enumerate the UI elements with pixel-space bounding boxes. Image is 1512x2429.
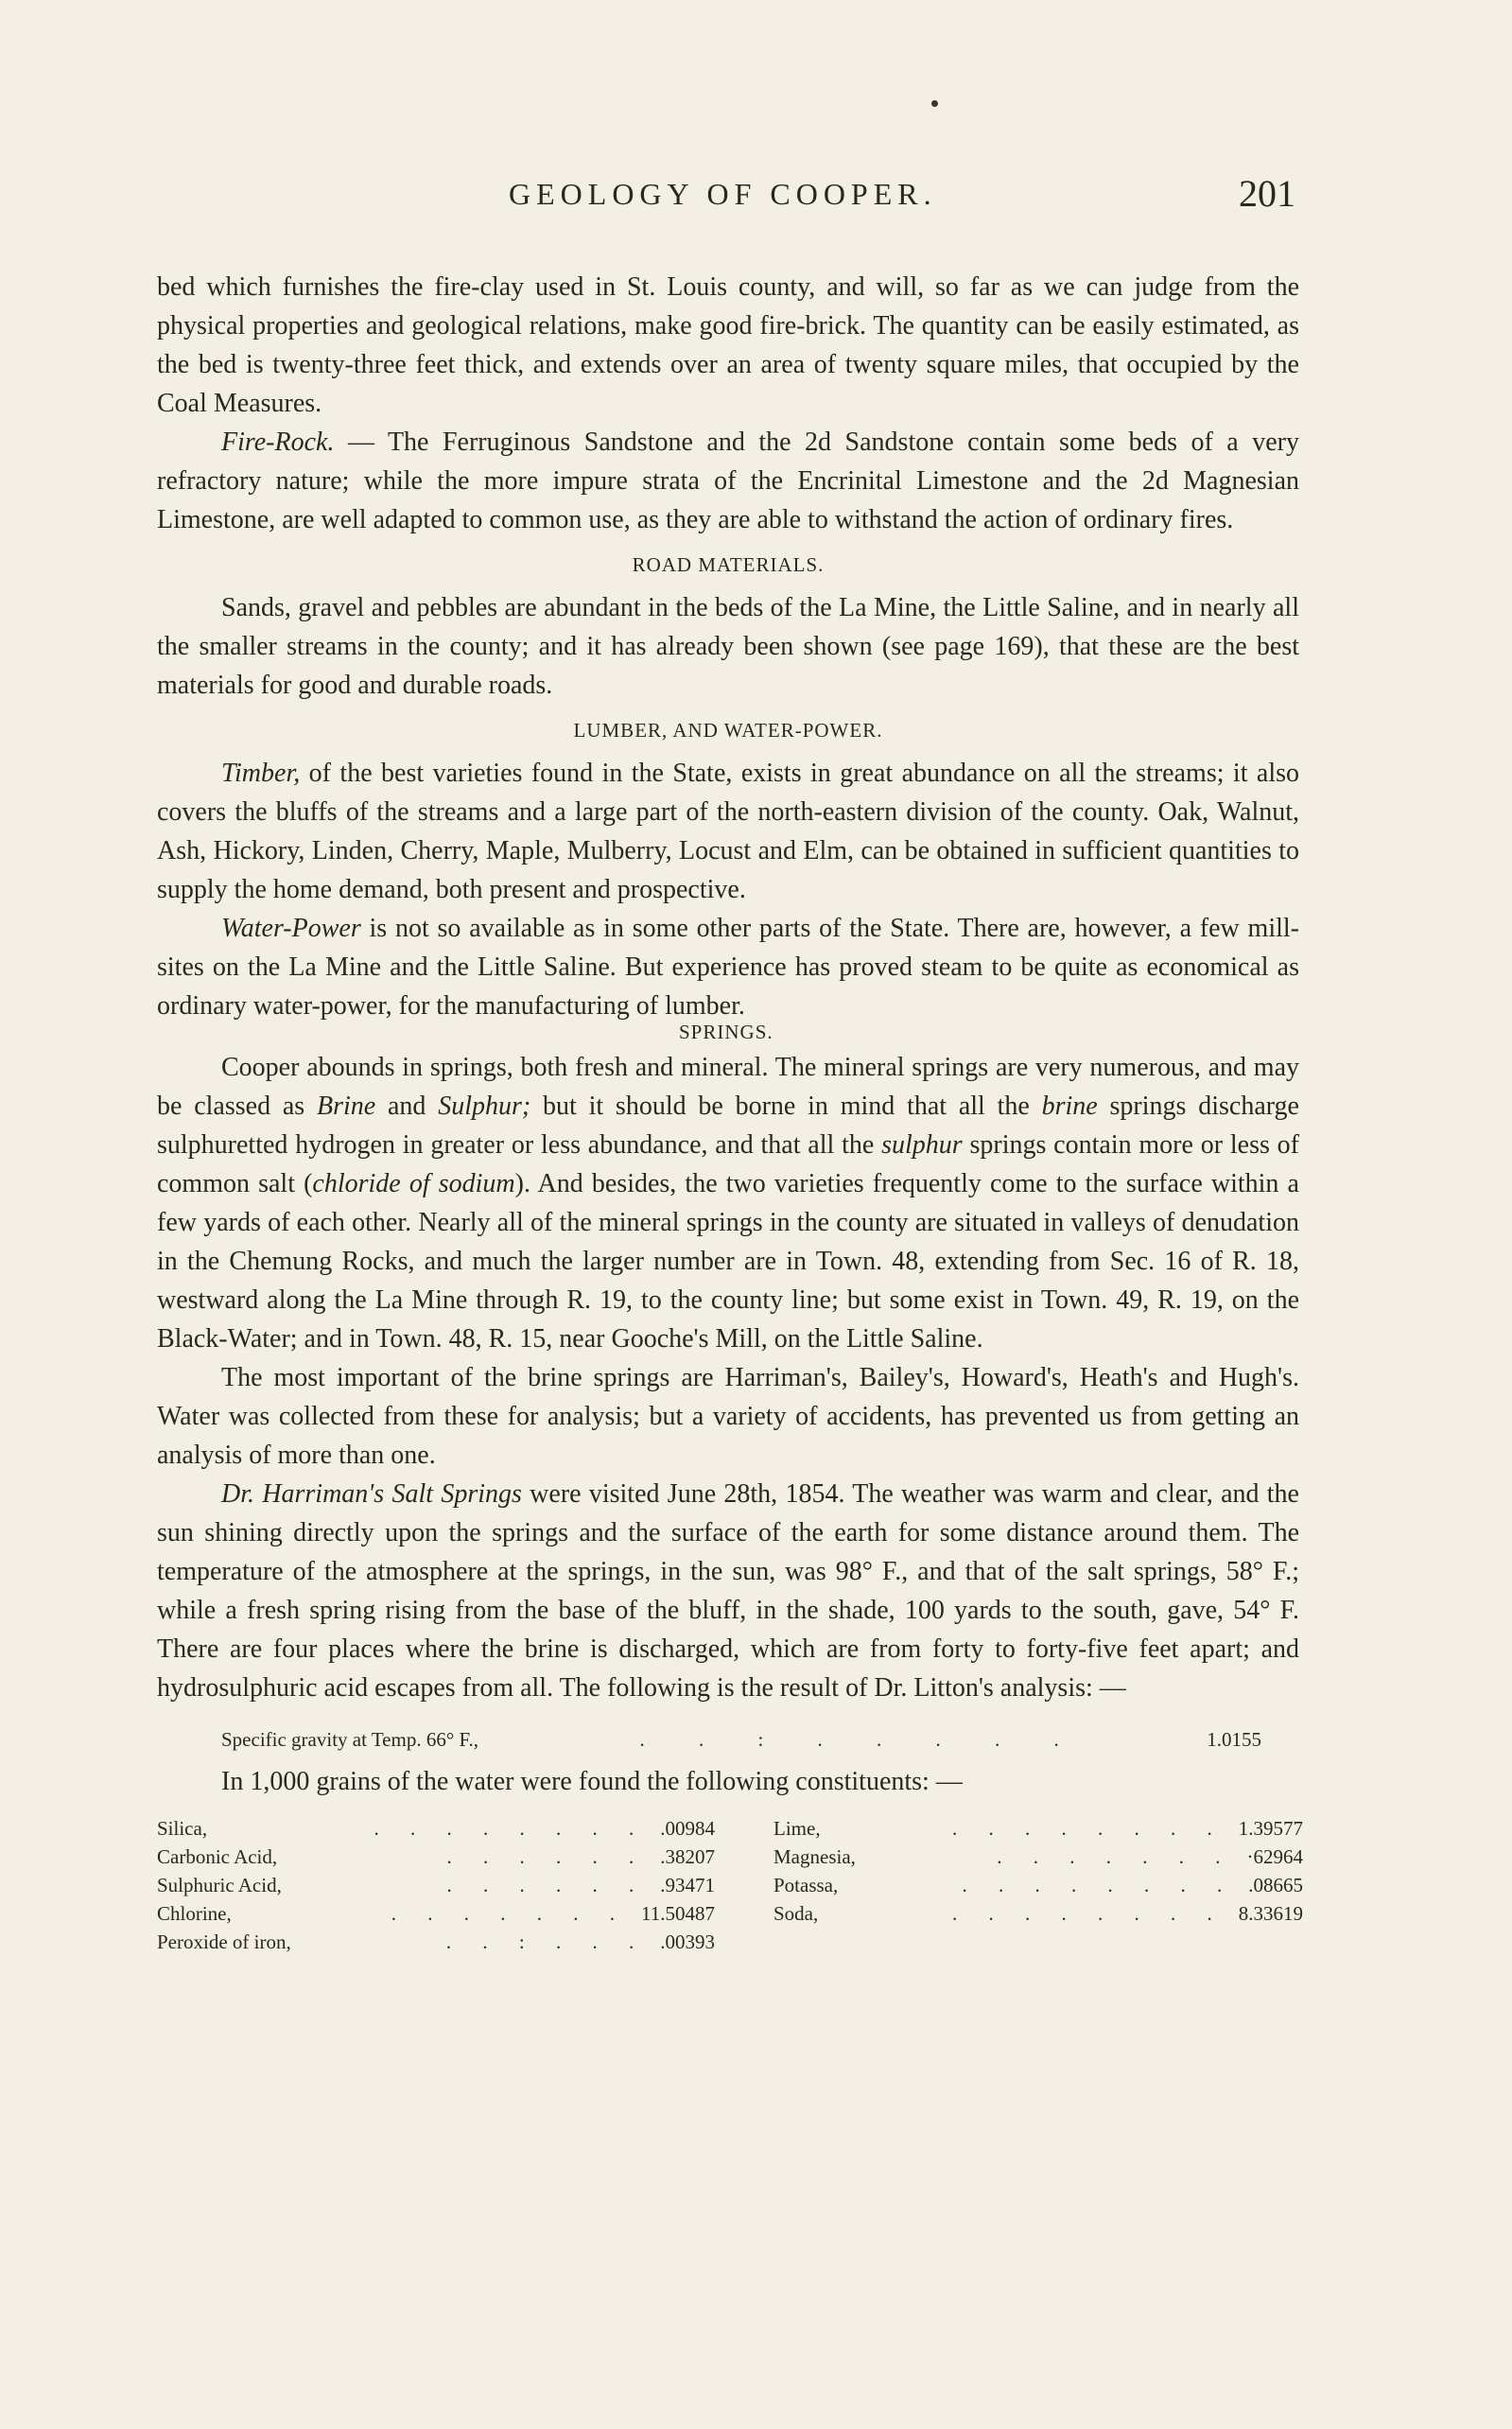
harriman-text: were visited June 28th, 1854. The weather was warm and clear, and the sun shining directly upon the springs and the surface of the earth for some distance around them. The temperature of the atmosphere at the springs, in the sun, was 98° F., and that of the salt springs, 58° F.; while a fresh spring rising from the base of the bluff, in the shade, 100 yards to the south, gave, 54° F. There are four places where the brine is discharged, which are from forty to forty-five feet apart; and hydrosulphuric acid escapes from all. The following is the result of Dr. Litton's analysis: — — [157, 1479, 1299, 1703]
specific-gravity-label: Specific gravity at Temp. 66° F., — [221, 1728, 478, 1751]
constituent-row — [157, 1928, 715, 1956]
leader-dots: . . . . . . — [446, 1874, 648, 1896]
constituent-value: 11.50487 — [641, 1902, 715, 1925]
leader-dots: . . . . . . . . — [962, 1874, 1236, 1896]
paragraph-road-materials: Sands, gravel and pebbles are abundant in the beds of the La Mine, the Little Saline, and in nearly all the smaller streams in the county; and it has already been shown (see page 169), that these are the best materials for good and durable roads. — [157, 593, 1299, 700]
constituent-row — [773, 1871, 1303, 1899]
fire-rock-term: Fire-Rock. — [221, 428, 335, 457]
springs-text-f: ). And besides, the two varieties frequently come to the surface within a few yards of each other. Nearly all of the mineral springs in the county are situated in valleys of denudation in the Chemung Rocks, and much the larger number are in Town. 48, extending from Sec. 16 of R. 18, westward along the La Mine through R. 19, to the county line; but some exist in Town. 49, R. 19, on the Black-Water; and in Town. 48, R. 15, near Gooche's Mill, on the Little Saline. — [157, 1169, 1299, 1354]
springs-text-a: Cooper abounds in springs, both fresh and mineral. The mineral springs are very numerous, and may be classed as — [157, 1053, 1299, 1121]
leader-dots: . . . . . . . . — [952, 1817, 1225, 1840]
heading-lumber-water-power: LUMBER, AND WATER-POWER. — [573, 719, 883, 742]
constituent-row — [157, 1843, 715, 1871]
constituent-row — [157, 1814, 715, 1843]
paragraph-water-power — [157, 909, 1299, 1025]
constituent-value: .00393 — [660, 1931, 715, 1953]
constituents-left-column — [157, 1814, 715, 1956]
constituent-row — [773, 1814, 1303, 1843]
leader-dots: . . . . . . . . — [374, 1817, 648, 1840]
body-text — [157, 268, 1303, 1956]
springs-brine-term: Brine — [316, 1092, 376, 1121]
specific-gravity-value: 1.0155 — [1207, 1728, 1261, 1751]
constituent-value: .38207 — [660, 1845, 715, 1868]
constituent-name: Magnesia, — [773, 1845, 856, 1868]
water-power-text: is not so available as in some other parts of the State. There are, however, a few mill-sites on the La Mine and the Little Saline. But experience has proved steam to be quite as economical as ordinary water-power, for the manufacturing of lumber. — [157, 914, 1299, 1021]
heading-road-materials: ROAD MATERIALS. — [632, 553, 825, 576]
constituent-value: 8.33619 — [1238, 1902, 1303, 1925]
constituent-row — [773, 1843, 1303, 1871]
page-number: 201 — [1239, 172, 1295, 215]
running-title: GEOLOGY OF COOPER. — [509, 177, 937, 211]
heading-springs: SPRINGS. — [679, 1021, 773, 1043]
leader-dots: . . . . . . . . — [952, 1902, 1225, 1925]
leader-dots: . . : . . . . . — [639, 1728, 1084, 1751]
fire-rock-text: — The Ferruginous Sandstone and the 2d Sandstone contain some beds of a very refractory nature; while the more impure strata of the Encrinital Limestone and the 2d Magnesian Limestone, are well adapted to common use, as they are able to withstand the action of ordinary fires. — [157, 428, 1299, 534]
leader-dots: . . . . . . . — [391, 1902, 629, 1925]
constituent-name: Lime, — [773, 1817, 821, 1840]
leader-dots: . . . . . . — [446, 1845, 648, 1868]
paragraph-timber — [157, 754, 1299, 909]
springs-text-b: and — [375, 1092, 439, 1121]
constituent-value: .08665 — [1248, 1874, 1303, 1896]
constituent-name: Chlorine, — [157, 1902, 232, 1925]
constituent-value: .93471 — [660, 1874, 715, 1896]
constituent-row — [157, 1899, 715, 1928]
paragraph-fire-clay: bed which furnishes the fire-clay used in St. Louis county, and will, so far as we can judge from the physical properties and geological relations, make good fire-brick. The quantity can be easily estimated, as the bed is twenty-three feet thick, and extends over an area of twenty square miles, that occupied by the Coal Measures. — [157, 272, 1299, 418]
constituent-name: Silica, — [157, 1817, 208, 1840]
constituents-right-column — [773, 1814, 1303, 1956]
constituent-name: Soda, — [773, 1902, 819, 1925]
specific-gravity-row — [221, 1722, 1261, 1756]
water-power-term: Water-Power — [221, 914, 361, 943]
constituent-value: 1.39577 — [1238, 1817, 1303, 1840]
leader-dots: . . . . . . . — [997, 1845, 1234, 1868]
springs-sulphur-word: sulphur — [881, 1130, 963, 1160]
paragraph-constituents-intro: In 1,000 grains of the water were found the following constituents: — — [221, 1767, 963, 1796]
constituents-table — [157, 1814, 1303, 1956]
constituent-value: ·62964 — [1246, 1845, 1303, 1868]
paragraph-harriman — [157, 1475, 1299, 1707]
constituent-name: Peroxide of iron, — [157, 1931, 291, 1953]
running-head — [0, 172, 1512, 216]
timber-term: Timber, — [221, 759, 301, 788]
constituent-row — [157, 1871, 715, 1899]
constituent-row — [773, 1899, 1303, 1928]
leader-dots: . . : . . . — [445, 1931, 648, 1953]
paragraph-fire-rock — [157, 423, 1299, 539]
timber-text: of the best varieties found in the State, exists in great abundance on all the streams; it also covers the bluffs of the streams and a large part of the north-eastern division of the county. Oak, Walnut, Ash, Hickory, Linden, Cherry, Maple, Mulberry, Locust and Elm, can be obtained in sufficient quantities to supply the home demand, both present and prospective. — [157, 759, 1299, 904]
harriman-term: Dr. Harriman's Salt Springs — [221, 1479, 522, 1509]
springs-text-c: but it should be borne in mind that all the — [530, 1092, 1042, 1121]
constituent-name: Sulphuric Acid, — [157, 1874, 282, 1896]
paragraph-springs — [157, 1048, 1299, 1358]
springs-chloride-term: chloride of sodium — [312, 1169, 515, 1198]
constituent-name: Carbonic Acid, — [157, 1845, 278, 1868]
printer-mark — [931, 100, 938, 107]
constituent-name: Potassa, — [773, 1874, 839, 1896]
springs-sulphur-term: Sulphur; — [438, 1092, 531, 1121]
paragraph-brine-springs: The most important of the brine springs are Harriman's, Bailey's, Howard's, Heath's and Hugh's. Water was collected from these for analysis; but a variety of accidents, has prevented us from getting an analysis of more than one. — [157, 1363, 1299, 1470]
springs-text-d: springs discharge sulphuretted hydrogen in greater or less abundance, and that all the — [157, 1092, 1299, 1160]
springs-brine-word: brine — [1041, 1092, 1098, 1121]
constituent-value: .00984 — [660, 1817, 715, 1840]
springs-text-e: springs contain more or less of common salt ( — [157, 1130, 1299, 1198]
